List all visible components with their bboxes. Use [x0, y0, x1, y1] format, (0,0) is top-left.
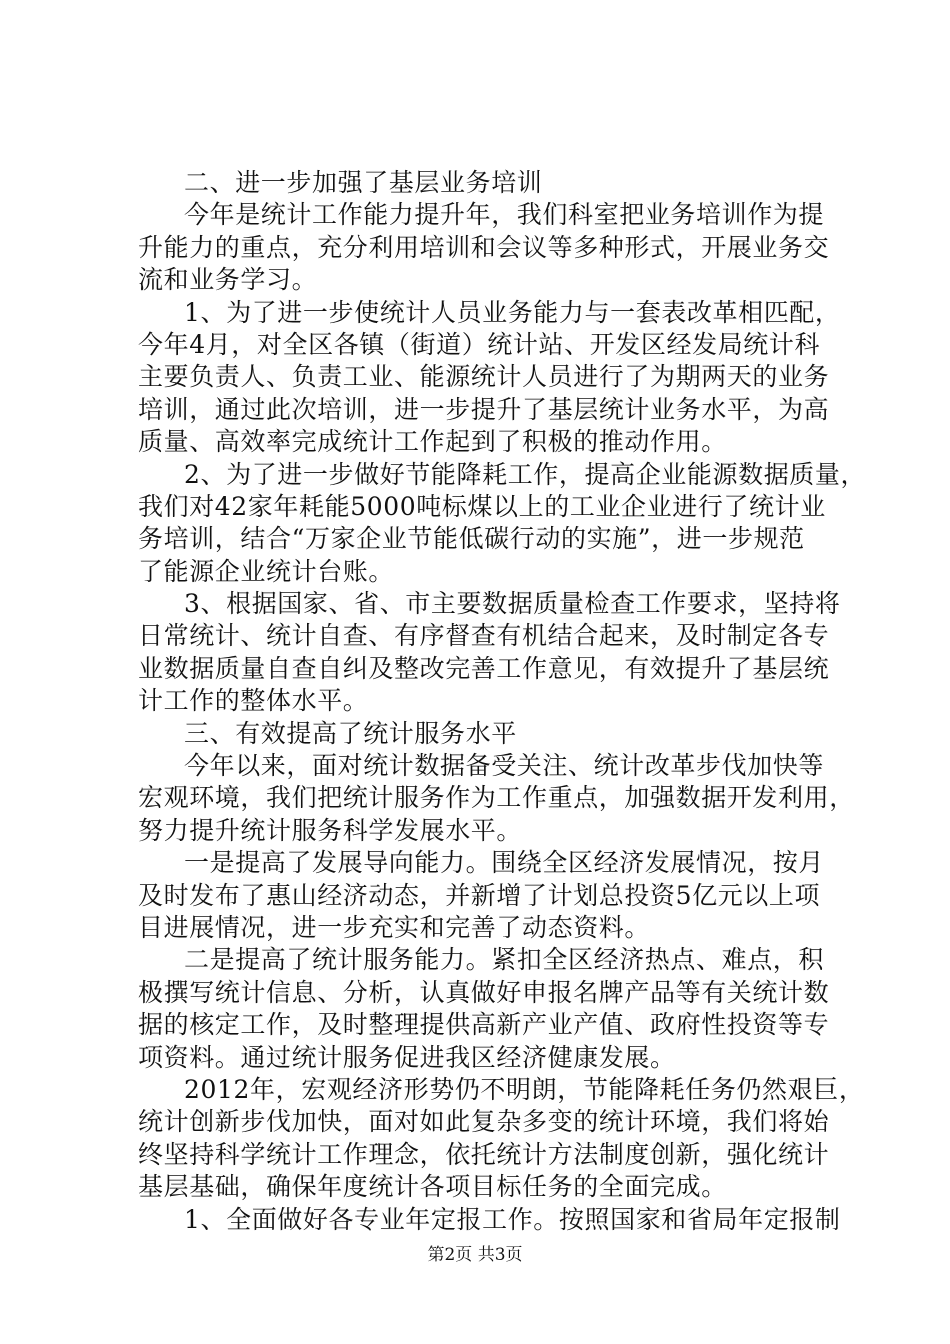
- text-line: 2012年，宏观经济形势仍不明朗，节能降耗任务仍然艰巨，: [184, 1074, 865, 1104]
- text-line: 培训，通过此次培训，进一步提升了基层统计业务水平，为高: [138, 394, 830, 424]
- text-line: 二是提高了统计服务能力。紧扣全区经济热点、难点，积: [184, 945, 825, 975]
- text-line: 基层基础，确保年度统计各项目标任务的全面完成。: [138, 1172, 727, 1202]
- text-line: 一是提高了发展导向能力。围绕全区经济发展情况，按月: [184, 848, 825, 878]
- text-line: 日常统计、统计自查、有序督查有机结合起来，及时制定各专: [138, 621, 830, 651]
- text-line: 今年以来，面对统计数据备受关注、统计改革步伐加快等: [184, 751, 825, 781]
- text-line: 质量、高效率完成统计工作起到了积极的推动作用。: [138, 427, 727, 457]
- text-line: 终坚持科学统计工作理念，依托统计方法制度创新，强化统计: [138, 1139, 830, 1169]
- text-line: 业数据质量自查自纠及整改完善工作意见，有效提升了基层统: [138, 653, 830, 683]
- text-line: 及时发布了惠山经济动态，并新增了计划总投资5亿元以上项: [138, 880, 821, 910]
- text-line: 我们对42家年耗能5000吨标煤以上的工业企业进行了统计业: [138, 491, 826, 521]
- text-line: 据的核定工作，及时整理提供高新产业产值、政府性投资等专: [138, 1010, 830, 1040]
- text-line: 目进展情况，进一步充实和完善了动态资料。: [138, 912, 651, 942]
- text-line: 二、进一步加强了基层业务培训: [184, 168, 543, 197]
- text-line: 极撰写统计信息、分析，认真做好申报名牌产品等有关统计数: [138, 977, 830, 1007]
- text-line: 努力提升统计服务科学发展水平。: [138, 815, 523, 845]
- text-line: 1、为了进一步使统计人员业务能力与一套表改革相匹配，: [184, 297, 841, 327]
- text-line: 流和业务学习。: [138, 265, 318, 295]
- text-line: 统计创新步伐加快，面对如此复杂多变的统计环境，我们将始: [138, 1107, 830, 1137]
- text-line: 三、有效提高了统计服务水平: [184, 718, 517, 748]
- text-line: 项资料。通过统计服务促进我区经济健康发展。: [138, 1042, 676, 1072]
- text-line: 今年4月，对全区各镇（街道）统计站、开发区经发局统计科: [138, 329, 821, 359]
- text-line: 计工作的整体水平。: [138, 686, 369, 716]
- text-line: 务培训，结合“万家企业节能低碳行动的实施”，进一步规范: [138, 524, 805, 554]
- text-line: 今年是统计工作能力提升年，我们科室把业务培训作为提: [184, 200, 825, 230]
- text-line: 1、全面做好各专业年定报工作。按照国家和省局年定报制: [184, 1204, 841, 1234]
- page-footer: 第2页 共3页: [427, 1245, 523, 1265]
- text-line: 3、根据国家、省、市主要数据质量检查工作要求，坚持将: [184, 589, 841, 619]
- text-line: 2、为了进一步做好节能降耗工作，提高企业能源数据质量，: [184, 459, 867, 489]
- text-line: 升能力的重点，充分利用培训和会议等多种形式，开展业务交: [138, 232, 830, 262]
- document-body: [138, 168, 867, 1237]
- text-line: 主要负责人、负责工业、能源统计人员进行了为期两天的业务: [138, 362, 830, 392]
- text-line: 了能源企业统计台账。: [138, 556, 395, 586]
- text-line: 宏观环境，我们把统计服务作为工作重点，加强数据开发利用，: [138, 783, 855, 813]
